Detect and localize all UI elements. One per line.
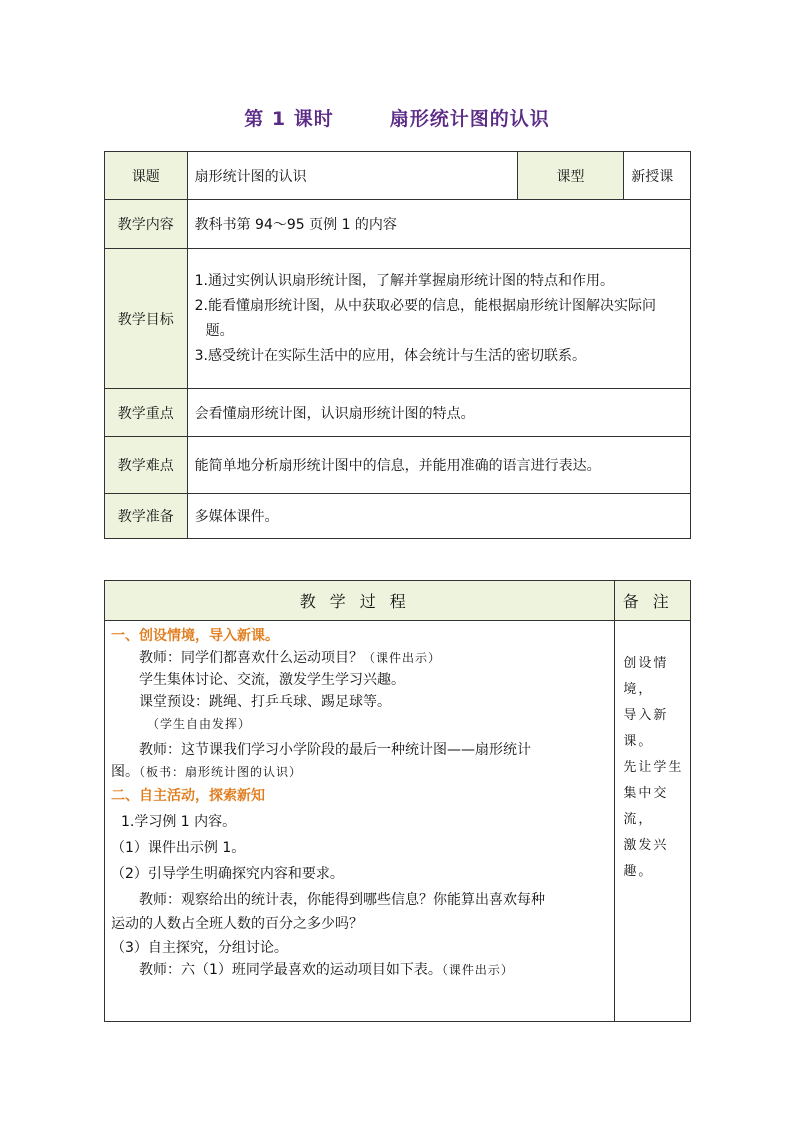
- goal-item: 3.感受统计在实际生活中的应用，体会统计与生活的密切联系。: [194, 347, 586, 364]
- teaching-process-table: [104, 580, 691, 1022]
- process-line: 教师：同学们都喜欢什么运动项目？（课件出示）: [139, 650, 442, 666]
- process-line: 课堂预设：跳绳、打乒乓球、踢足球等。: [139, 694, 391, 710]
- lesson-topic: 扇形统计图的认识: [389, 108, 550, 130]
- process-line: （1）课件出示例 1。: [111, 840, 246, 856]
- process-line: 教师：六（1）班同学最喜欢的运动项目如下表。（课件出示）: [139, 962, 514, 978]
- page-title: [0, 104, 794, 131]
- difficulty-label: 教学难点: [105, 437, 188, 494]
- key-point-row: [105, 389, 691, 437]
- process-line: 教师：观察给出的统计表，你能得到哪些信息？你能算出喜欢每种: [139, 892, 545, 908]
- process-annotation: （课件出示）: [441, 963, 514, 977]
- goals-row: [105, 249, 691, 389]
- content-row: [105, 200, 691, 249]
- topic-label: 课题: [105, 152, 188, 200]
- goal-item: 2.能看懂扇形统计图，从中获取必要的信息，能根据扇形统计图解决实际问题。: [194, 297, 656, 339]
- lesson-info-table: [104, 151, 691, 539]
- process-line: 图。（板书：扇形统计图的认识）: [111, 764, 303, 780]
- notes-header: 备注: [615, 581, 691, 621]
- preparation-label: 教学准备: [105, 494, 188, 539]
- key-point-label: 教学重点: [105, 389, 188, 437]
- process-header-row: [105, 581, 691, 621]
- preparation-value: 多媒体课件。: [187, 494, 690, 539]
- section-heading: 一、创设情境，导入新课。: [111, 628, 279, 644]
- process-line: 学生集体讨论、交流，激发学生学习兴趣。: [139, 672, 405, 688]
- process-content: [105, 621, 615, 1022]
- lesson-number: 第 1 课时: [244, 108, 334, 130]
- notes-column: [615, 621, 691, 1022]
- note-line: 集中交流，: [623, 786, 669, 827]
- note-line: 导入新课。: [623, 708, 669, 749]
- content-value: 教科书第 94～95 页例 1 的内容: [187, 200, 690, 249]
- goals-list: [187, 249, 690, 389]
- preparation-row: [105, 494, 691, 539]
- note-line: 激发兴趣。: [623, 838, 669, 879]
- process-line: （学生自由发挥）: [147, 717, 252, 731]
- process-line: （3）自主探究，分组讨论。: [111, 940, 288, 956]
- difficulty-value: 能简单地分析扇形统计图中的信息，并能用准确的语言进行表达。: [187, 437, 690, 494]
- process-body-row: [105, 621, 691, 1022]
- goals-label: 教学目标: [105, 249, 188, 389]
- key-point-value: 会看懂扇形统计图，认识扇形统计图的特点。: [187, 389, 690, 437]
- note-line: 先让学生: [623, 760, 684, 775]
- topic-value: 扇形统计图的认识: [187, 152, 517, 200]
- process-line: 教师：这节课我们学习小学阶段的最后一种统计图——扇形统计: [139, 742, 531, 758]
- process-annotation: （板书：扇形统计图的认识）: [139, 765, 303, 779]
- content-label: 教学内容: [105, 200, 188, 249]
- goal-item: 1.通过实例认识扇形统计图，了解并掌握扇形统计图的特点和作用。: [194, 272, 614, 289]
- process-line: （2）引导学生明确探究内容和要求。: [111, 866, 344, 882]
- type-label: 课型: [517, 152, 623, 200]
- process-line: 运动的人数占全班人数的百分之多少吗？: [111, 916, 363, 932]
- type-value: 新授课: [624, 152, 691, 200]
- section-heading: 二、自主活动，探索新知: [111, 788, 265, 804]
- difficulty-row: [105, 437, 691, 494]
- process-annotation: （课件出示）: [363, 651, 442, 665]
- process-header: 教学过程: [105, 581, 615, 621]
- note-line: 创设情境，: [623, 656, 669, 697]
- process-line: 1.学习例 1 内容。: [121, 814, 237, 830]
- topic-row: [105, 152, 691, 200]
